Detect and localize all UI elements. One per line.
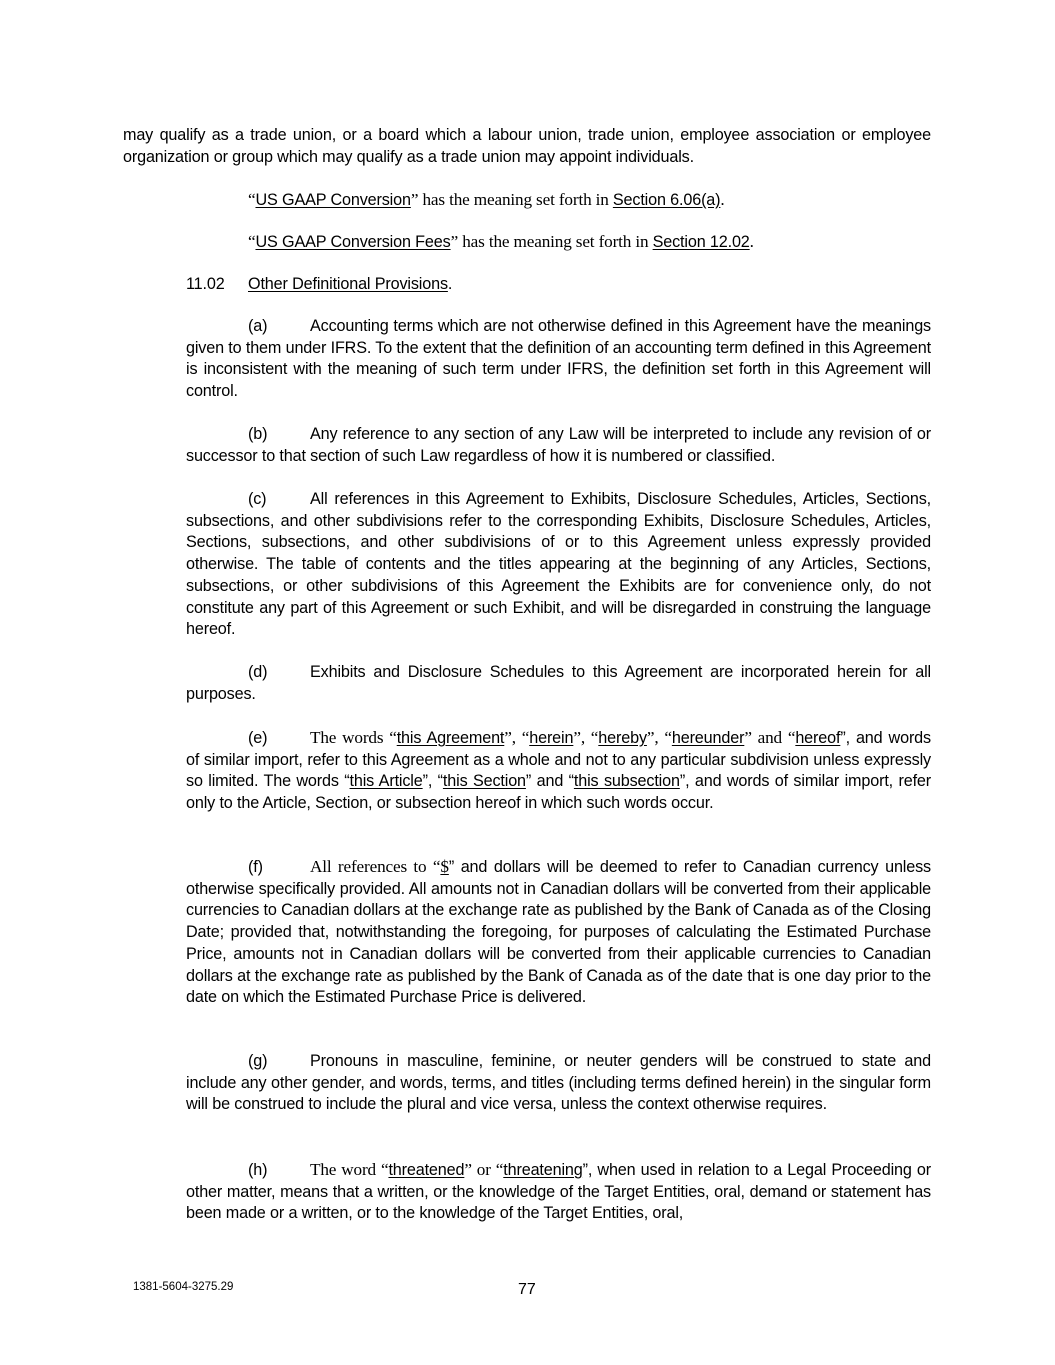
section-title: Other Definitional Provisions [248,275,448,293]
definition-us-gaap-conversion: “US GAAP Conversion” has the meaning set forth in Section 6.06(a). [248,190,725,209]
definition-text: has the meaning set forth in [458,232,653,251]
paragraph-label: (f) [248,858,263,876]
section-number: 11.02 [186,275,225,293]
defined-term: threatened [388,1161,465,1179]
page-number: 77 [518,1281,536,1298]
paragraph-text: Exhibits and Disclosure Schedules to this Agreement are incorporated herein for all purposes. [186,663,931,703]
definition-text: has the meaning set forth in [418,190,613,209]
intro-text: may qualify as a trade union, or a board which a labour union, trade union, employee association or employee organization or group which may qualify as a trade union may appoint individuals. [123,126,931,166]
paragraph-text: Accounting terms which are not otherwise defined in this Agreement have the meanings given to them under IFRS. To the extent that the definition of an accounting term defined in this Agreement is inconsistent with the meaning of such term under IFRS, the definition set forth in this Agreement will control. [186,317,931,401]
paragraph-label: (b) [248,425,268,443]
defined-term: this Agreement [396,729,505,747]
document-id: 1381-5604-3275.29 [133,1281,234,1293]
defined-term: this Section [442,772,526,791]
paragraph-label: (g) [248,1052,268,1070]
defined-term: this subsection [573,772,680,791]
defined-term: hereby [598,729,647,747]
paragraph-text: All references in this Agreement to Exhibits, Disclosure Schedules, Articles, Sections, subsections, and other subdivisions refer to the corresponding Exhibits, Disclosure Schedules, Articles, Sections, subsections, and other subdivisions of or to this Agreement unless expressly provided otherwise. The table of contents and the titles appearing at the beginning of any Articles, Sections, subsections, or other subdivisions of this Agreement the Exhibits are for convenience only, do not constitute any part of this Agreement or such Exhibit, and will be disregarded in construing the language hereof. [186,490,931,639]
defined-term: hereunder [671,729,745,747]
paragraph-g [186,1051,931,1116]
paragraph-d [186,662,931,705]
section-heading: 11.02 Other Definitional Provisions. [186,274,931,296]
paragraph-h: (h) The word “threatened” or “threatening”, when used in relation to a Legal Proceeding or other matter, means that a written, or the knowledge of the Target Entities, oral, demand or statement has been made or a written, or to the knowledge of the Target Entities, oral, [186,1160,931,1223]
currency-symbol: $ [440,857,449,876]
paragraph-label: (a) [248,317,268,335]
paragraph-label: (e) [248,729,268,747]
paragraph-label: (h) [248,1161,268,1179]
paragraph-f: (f) All references to “$” and dollars will be deemed to refer to Canadian currency unless otherwise specifically provided. All amounts not in Canadian dollars will be converted from their applicable currencies to Canadian dollars at the exchange rate as published by the Bank of Canada as of the Closing Date; provided that, notwithstanding the foregoing, for purposes of calculating the Estimated Purchase Price, amounts not in Canadian dollars will be converted from their applicable currencies to Canadian dollars at the exchange rate as published by the Bank of Canada as of the date that is one day prior to the date on which the Estimated Purchase Price is delivered. [186,857,931,1007]
intro-paragraph [123,125,931,168]
paragraph-e: (e) The words “this Agreement”, “herein”, “hereby”, “hereunder” and “hereof”, and words of similar import, refer to this Agreement as a whole and not to any particular subdivision unless expressly so limited. The words “this Article”, “this Section” and “this subsection”, and words of similar import, refer only to the Article, Section, or subsection hereof in which such words occur. [186,728,932,813]
section-reference: Section 6.06(a) [612,191,721,209]
paragraph-label: (d) [248,663,268,681]
section-reference: Section 12.02 [652,233,750,251]
paragraph-c [186,489,931,641]
defined-term: herein [529,729,574,747]
paragraph-a [186,316,931,403]
defined-term: US GAAP Conversion Fees [255,233,451,251]
paragraph-text: Any reference to any section of any Law will be interpreted to include any revision of or successor to that section of such Law regardless of how it is numbered or classified. [186,425,931,465]
definition-us-gaap-conversion-fees: “US GAAP Conversion Fees” has the meaning set forth in Section 12.02. [248,232,754,251]
defined-term: US GAAP Conversion [255,191,411,209]
paragraph-label: (c) [248,490,267,508]
defined-term: this Article [349,772,423,791]
defined-term: hereof [795,729,841,747]
paragraph-b [186,424,931,467]
defined-term: threatening [503,1161,583,1179]
paragraph-text: Pronouns in masculine, feminine, or neuter genders will be construed to state and include any other gender, and words, terms, and titles (including terms defined herein) in the singular form will be construed to include the plural and vice versa, unless the context otherwise requires. [186,1052,931,1114]
